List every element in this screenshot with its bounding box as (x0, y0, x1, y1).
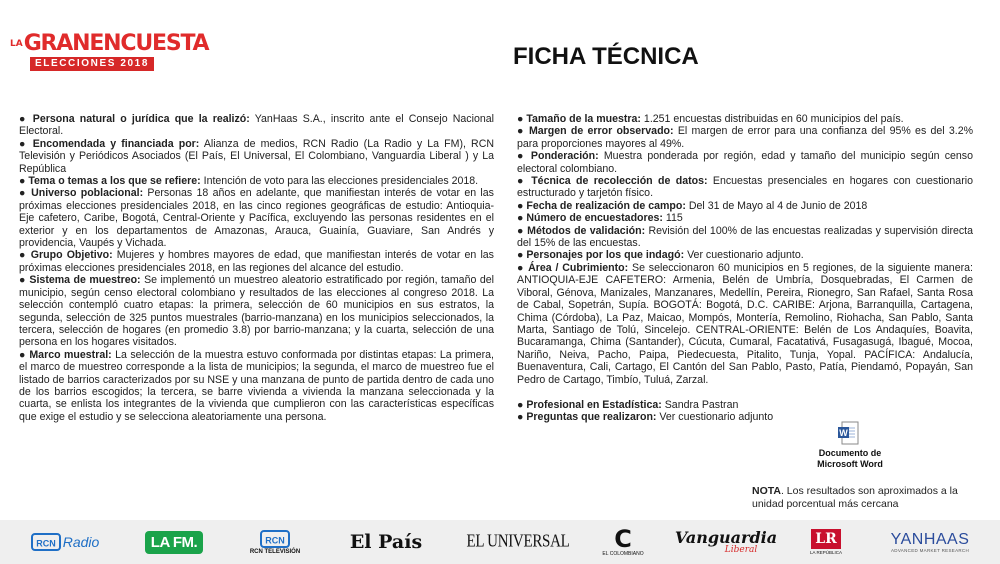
vanguardia-liberal-logo (672, 520, 780, 564)
spec-label: Sistema de muestreo: (29, 274, 141, 287)
bullet-icon: ● (19, 348, 26, 361)
spec-item (517, 125, 973, 150)
bullet-icon: ● (517, 113, 524, 125)
left-column (19, 113, 494, 423)
note (752, 485, 984, 511)
spec-item (517, 399, 973, 411)
spec-item (19, 274, 494, 348)
spec-label: Tema o temas a los que se refiere: (28, 175, 201, 188)
spec-label: Profesional en Estadística: (526, 398, 662, 411)
logo-band: ELECCIONES 2018 (30, 57, 154, 71)
spec-label: Fecha de realización de campo: (526, 199, 686, 212)
bullet-icon: ● (19, 249, 27, 262)
note-label: NOTA (752, 485, 781, 497)
bullet-icon: ● (517, 212, 524, 225)
el-universal-logo (466, 520, 570, 564)
rcn-television-text: RCN TELEVISIÓN (249, 549, 301, 555)
spec-label: Área / Cubrimiento: (528, 261, 629, 274)
spec-label: Personajes por los que indagó: (526, 249, 685, 262)
spec-item (19, 187, 494, 249)
spec-text: Alianza de medios, RCN Radio (La Radio y La FM), RCN Televisión y Periódicos Asociados (El País, El Universal, El Colombiano, Vanguardia Liberal ) y La República (19, 137, 495, 175)
el-universal-text: EL UNIVERSAL (466, 531, 570, 551)
bullet-icon: ● (19, 274, 26, 287)
spec-text: Ver cuestionario adjunto (659, 411, 774, 424)
bullet-icon: ● (517, 261, 525, 274)
spec-item (517, 225, 973, 250)
yanhaas-logo (880, 520, 980, 564)
spec-text: Ver cuestionario adjunto. (687, 249, 804, 262)
spec-item (19, 249, 494, 274)
spec-label: Marco muestral: (29, 348, 112, 361)
spec-label: Ponderación: (530, 150, 599, 163)
rcn-radio-text: Radio (62, 534, 100, 550)
bullet-icon: ● (517, 398, 524, 411)
spec-item (517, 249, 973, 261)
rcn-radio-logo (20, 520, 110, 564)
la-republica-text: LA REPÚBLICA (809, 550, 842, 555)
bullet-icon: ● (19, 175, 26, 188)
rcn-radio-mark-text: RCN (35, 538, 56, 549)
la-republica-logo (808, 520, 844, 564)
spec-text: 1.251 encuestas distribuidas en 60 municipios del país. (643, 113, 904, 125)
footer-logo-bar (0, 520, 1000, 564)
word-document-icon[interactable] (838, 421, 860, 447)
spec-item (19, 138, 494, 175)
spec-label: Técnica de recolección de datos: (531, 175, 708, 188)
logo-wordmark (10, 32, 208, 56)
spec-item (19, 113, 494, 138)
note-text: . Los resultados son aproximados a la unidad porcentual más cercana (752, 485, 958, 510)
bullet-icon: ● (19, 187, 27, 200)
rcn-television-mark-text: RCN (265, 535, 285, 546)
spec-label: Persona natural o jurídica que la realizó: (32, 113, 250, 125)
spec-item (19, 175, 494, 187)
spec-label: Encomendada y financiada por: (32, 137, 200, 150)
spec-text: El margen de error para una confianza del 95% es del 3.2% para proporciones mayores al 49%. (517, 125, 974, 150)
bullet-icon: ● (19, 113, 28, 125)
right-column (517, 113, 973, 424)
spec-label: Preguntas que realizaron: (526, 411, 657, 424)
spec-text: Personas 18 años en adelante, que manifiestan interés de votar en las próximas elecciones presidenciales 2018, en las cinco regiones geográficas de estudio: Antioquia-Eje cafetero, Caribe, Bogotá, Central-Oriente y Pacífica, excluyendo las personas residentes en el exterior y en los departamentos de Amazonas, Arauca, Guainía, Guaviare, San Andrés y providencia, Vaupés y Vichada. (19, 187, 494, 250)
bullet-icon: ● (517, 150, 526, 163)
rcn-television-mark (260, 529, 290, 549)
bullet-icon: ● (517, 125, 525, 138)
spec-item (517, 150, 973, 175)
spec-item (517, 262, 973, 386)
spec-item (517, 411, 973, 423)
el-colombiano-logo (598, 520, 648, 564)
el-pais-text: El País (349, 531, 423, 553)
bullet-icon: ● (517, 249, 524, 262)
la-republica-mark: LR (811, 529, 840, 549)
section-gap (517, 386, 973, 399)
spec-item (517, 175, 973, 200)
logo-prefix: LA (10, 39, 23, 49)
gran-encuesta-logo (10, 31, 209, 78)
spec-item (517, 113, 973, 125)
spec-label: Métodos de validación: (527, 224, 646, 237)
spec-item (517, 212, 973, 224)
spec-text: Intención de voto para las elecciones presidenciales 2018. (203, 175, 479, 188)
spec-item (19, 349, 494, 423)
spec-text: Se implementó un muestreo aleatorio estratificado por región, tamaño del municipio, según censo electoral colombiano y resultados de las elecciones al congreso 2018. La selección contempló cuatro etapas: la primera, selección de 60 municipios en sus estratos, la segunda, selección de 325 puntos muestrales (barrio-manzana) en los municipios seleccionados, la tercera, selección de hogares (en promedio 3.8) por barrio-manzana; y la cuarta, selección de una persona en los hogares visitados. (19, 274, 494, 349)
spec-text: Muestra ponderada por región, edad y tamaño del municipio según censo electoral colombiano. (517, 150, 973, 175)
spec-label: Número de encuestadores: (526, 212, 663, 225)
spec-label: Tamaño de la muestra: (526, 113, 641, 125)
page-title: FICHA TÉCNICA (513, 43, 699, 70)
spec-text: YanHaas S.A., inscrito ante el Consejo Nacional Electoral. (19, 113, 494, 138)
el-colombiano-text: EL COLOMBIANO (602, 551, 644, 557)
logo-main-text: GRANENCUESTA (23, 31, 209, 56)
bullet-icon: ● (517, 224, 524, 237)
spec-text: Del 31 de Mayo al 4 de Junio de 2018 (688, 199, 868, 212)
spec-item (517, 200, 973, 212)
rcn-television-logo (250, 520, 300, 564)
yanhaas-text: YANHAAS (890, 531, 970, 548)
bullet-icon: ● (19, 137, 28, 150)
spec-text: Sandra Pastran (664, 398, 739, 411)
word-document-caption[interactable]: Documento de Microsoft Word (817, 448, 883, 469)
spec-label: Margen de error observado: (528, 125, 674, 138)
spec-text: Mujeres y hombres mayores de edad, que manifiestan interés de votar en las próximas elecciones presidenciales 2018, en las regiones del alcance del estudio. (19, 249, 494, 274)
rcn-radio-mark (31, 531, 61, 553)
spec-text: 115 (665, 212, 683, 225)
bullet-icon: ● (517, 175, 526, 188)
spec-text: Revisión del 100% de las encuestas realizadas y supervisión directa del 15% de las encuestas. (517, 224, 974, 250)
spec-label: Universo poblacional: (31, 187, 144, 200)
el-pais-logo (345, 520, 427, 564)
la-fm-text: LA FM. (145, 531, 203, 554)
bullet-icon: ● (517, 411, 524, 424)
liberal-text: Liberal (724, 545, 758, 555)
bullet-icon: ● (517, 199, 524, 212)
yanhaas-tagline: ADVANCED MARKET RESEARCH (890, 548, 970, 553)
vanguardia-text: Vanguardia (674, 528, 778, 547)
spec-text: La selección de la muestra estuvo conformada por distintas etapas: La primera, el marco de muestreo corresponde a la lista de municipios; la segunda, el marco de muestreo fue el listado de barrios caracterizados por su NSE y una manzana de punto de partida dentro de cada uno de los barrios escogidos; la tercera, se barre vivienda a vivienda la manzana seleccionada y la cuarta, se enlista los integrantes de la vivienda que cumplieron con las características específicas que exige el estudio y se selecciona aleatoriamente una persona. (19, 348, 494, 423)
spec-label: Grupo Objetivo: (30, 249, 113, 262)
svg-text:W: W (839, 428, 848, 438)
spec-text: Encuestas presenciales en hogares con cuestionario estructurado y tarjetón físico. (517, 175, 973, 200)
spec-text: Se seleccionaron 60 municipios en 5 regiones, de la siguiente manera: ANTIOQUIA-EJE CAFETERO: Armenia, Belén de Umbría, Dosquebradas, El Carmen de Viboral, Génova, Manizales, Manzanares, Medellín, Pereira, Rionegro, San Rafael, Santa Rosa de Cabal, Sopetrán, Supía. BOGOTÁ: Bogotá, D.C. CARIBE: Arjona, Barranquilla, Cartagena, Chima (Córdoba), La Paz, Maicao, Mompós, Montería, Remolino, Riohacha, San Pablo, Santa Marta, Santiago de Tolú, Sincelejo. CENTRAL-ORIENTE: Belén de Los Andaquíes, Boavita, Bucaramanga, Chima (Santander), Cúcuta, Cumaral, Facatativá, Fusagasugá, Ibagué, Mocoa, Nariño, Neiva, Pacho, Paipa, Piedecuesta, Pitalito, Tunja, Yopal. PACÍFICA: Andalucía, Buenaventura, Cali, Cartago, El Cantón del San Pablo, Pasto, Patía, Piendamó, Popayán, San Pedro de Cartago, Timbío, Tuluá, Zarzal. (517, 261, 973, 386)
la-fm-logo (138, 520, 210, 564)
el-colombiano-mark: C (614, 525, 632, 553)
